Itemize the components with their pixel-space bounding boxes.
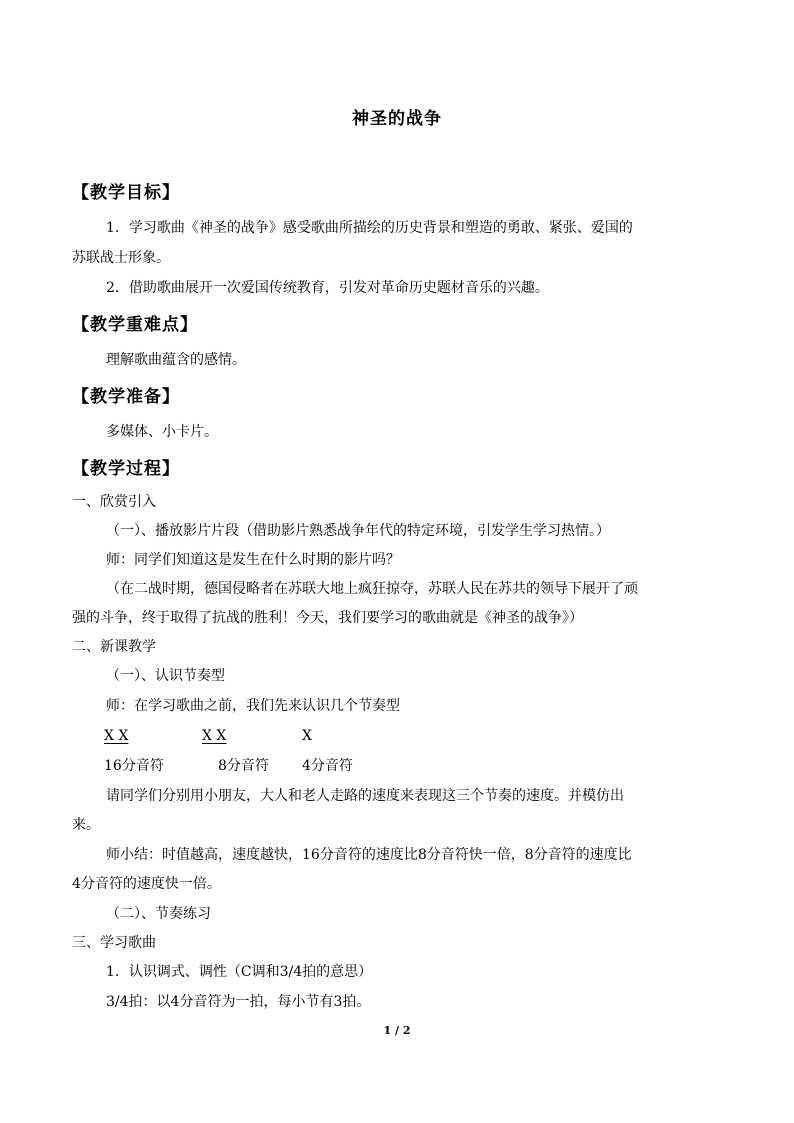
process-line: 1．认识调式、调性（C调和3/4拍的意思） bbox=[106, 964, 373, 980]
preparation-line: 多媒体、小卡片。 bbox=[106, 424, 218, 440]
objectives-line: 1．学习歌曲《神圣的战争》感受歌曲所描绘的历史背景和塑造的勇敢、紧张、爱国的 bbox=[106, 220, 633, 236]
objectives-line: 苏联战士形象。 bbox=[72, 250, 170, 266]
process-line: （一）、播放影片片段（借助影片熟悉战争年代的特定环境，引发学生学习热情。） bbox=[106, 523, 610, 539]
page-number: 1 / 2 bbox=[383, 1024, 411, 1037]
process-line: 来。 bbox=[72, 817, 100, 833]
process-line: 3/4拍：以4分音符为一拍，每小节有3拍。 bbox=[106, 994, 371, 1010]
objectives-line: 2．借助歌曲展开一次爱国传统教育，引发对革命历史题材音乐的兴趣。 bbox=[106, 280, 549, 296]
process-line: 师小结：时值越高，速度越快，16分音符的速度比8分音符快一倍，8分音符的速度比 bbox=[106, 847, 632, 863]
rhythm-label-eighth: 8分音符 bbox=[218, 758, 269, 774]
key-points-line: 理解歌曲蕴含的感情。 bbox=[106, 352, 246, 368]
document-title: 神圣的战争 bbox=[352, 109, 442, 129]
process-line: （二）、节奏练习 bbox=[106, 906, 211, 922]
process-line: （一）、认识节奏型 bbox=[106, 668, 225, 684]
process-line: 师：在学习歌曲之前，我们先来认识几个节奏型 bbox=[106, 698, 400, 714]
process-line: 三、学习歌曲 bbox=[72, 935, 156, 951]
process-line: 师：同学们知道这是发生在什么时期的影片吗？ bbox=[106, 552, 400, 568]
process-line: （在二战时期，德国侵略者在苏联大地上疯狂掠夺，苏联人民在苏共的领导下展开了顽 bbox=[106, 581, 638, 597]
section-heading-preparation: 【教学准备】 bbox=[72, 387, 180, 407]
rhythm-label-quarter: 4分音符 bbox=[302, 758, 353, 774]
section-heading-objectives: 【教学目标】 bbox=[72, 183, 180, 203]
section-heading-key-points: 【教学重难点】 bbox=[72, 315, 198, 335]
process-line: 一、欣赏引入 bbox=[72, 494, 156, 510]
process-line: 强的斗争，终于取得了抗战的胜利！今天，我们要学习的歌曲就是《神圣的战争》） bbox=[72, 610, 583, 626]
rhythm-symbol-sixteenth: X X bbox=[104, 728, 129, 744]
process-line: 请同学们分别用小朋友，大人和老人走路的速度来表现这三个节奏的速度。并模仿出 bbox=[106, 788, 624, 804]
rhythm-symbol-quarter: X bbox=[302, 728, 312, 744]
process-line: 二、新课教学 bbox=[72, 639, 156, 655]
rhythm-label-sixteenth: 16分音符 bbox=[104, 758, 164, 774]
process-line: 4分音符的速度快一倍。 bbox=[72, 876, 221, 892]
section-heading-process: 【教学过程】 bbox=[72, 459, 180, 479]
rhythm-symbol-eighth: X X bbox=[202, 728, 227, 744]
